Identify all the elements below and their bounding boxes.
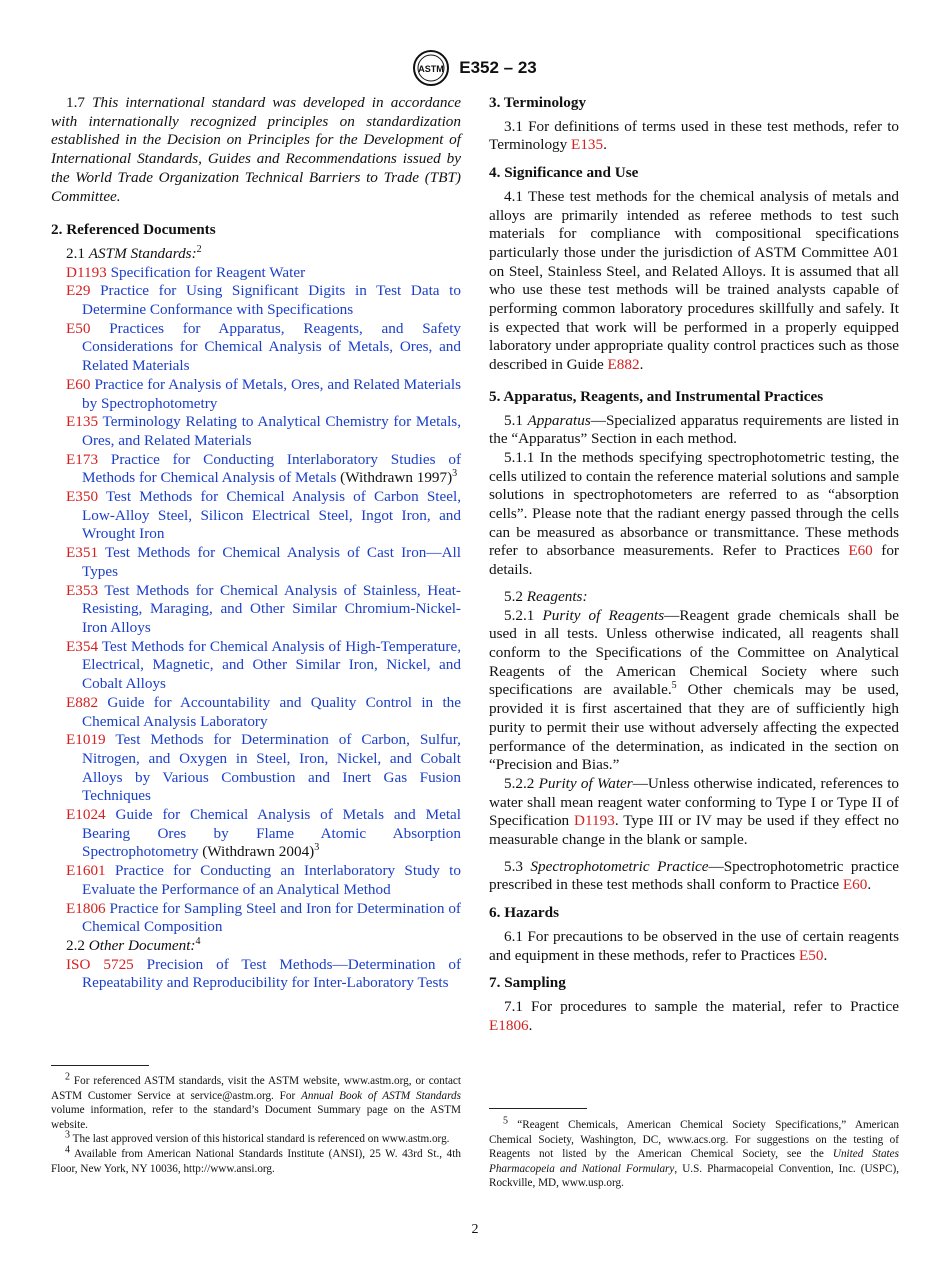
astm-logo-icon <box>413 50 449 86</box>
section-heading-6: 6. Hazards <box>489 904 560 922</box>
footnote-4: $^4$ Available from American National Standards Institute (ANSI), 25 W. 43rd St., 4th Floor, New York, NY 10036, http://www.ansi.org. <box>51 1144 461 1175</box>
ref-link-e135[interactable]: E135 <box>571 136 604 154</box>
footnote-divider-right <box>489 1108 587 1109</box>
reference-title-link[interactable]: Test Methods for Chemical Analysis of Stainless, Heat-Resisting, Maraging, and Other Similar Chromium-Nickel-Iron Alloys <box>82 581 461 636</box>
left-footnotes <box>51 1071 461 1176</box>
reference-code-link[interactable]: E29 <box>66 282 91 300</box>
ref-link-e60-2[interactable]: E60 <box>842 876 868 894</box>
reference-entry <box>51 451 461 488</box>
reference-title-link[interactable]: Precision of Test Methods—Determination of Repeatability and Reproducibility for Inter-Laboratory Tests <box>82 955 461 992</box>
reference-code-link[interactable]: ISO 5725 <box>66 955 134 973</box>
ref-link-e882[interactable]: E882 <box>607 356 640 374</box>
page-number: 2 <box>471 1222 479 1237</box>
reference-entry <box>51 413 461 450</box>
reference-title-link[interactable]: Terminology Relating to Analytical Chemistry for Metals, Ores, and Related Materials <box>82 413 461 449</box>
reference-code-link[interactable]: E351 <box>66 544 99 562</box>
reference-code-link[interactable]: E354 <box>66 637 99 655</box>
reference-title-link[interactable]: Practice for Using Significant Digits in Test Data to Determine Conformance with Specifications <box>82 282 461 319</box>
para-4-1: 4.1 These test methods for the chemical analysis of metals and alloys are primarily intended as referee methods to test such materials for compliance with compositional specifications particularly those under the jurisdiction of ASTM Committee A01 on Steel, Stainless Steel, and Related Alloys. It is assumed that all who use these test methods will be trained analysts capable of performing common laboratory procedures skillfully and safely. It is expected that work will be performed in a properly equipped laboratory under appropriate quality control practices such as those described in Guide E882. <box>489 187 900 374</box>
left-column <box>51 94 461 993</box>
right-column <box>489 94 899 1035</box>
reference-code-link[interactable]: E1019 <box>66 731 106 749</box>
reference-title-link[interactable]: Practice for Conducting an Interlaboratory Study to Evaluate the Performance of an Analytical Method <box>82 862 461 898</box>
reference-title-link[interactable]: Practice for Sampling Steel and Iron for Determination of Chemical Composition <box>82 899 461 936</box>
reference-code-link[interactable]: E135 <box>66 413 99 431</box>
section-heading-3: 3. Terminology <box>489 94 587 111</box>
reference-title-link[interactable]: Guide for Accountability and Quality Control in the Chemical Analysis Laboratory <box>82 693 461 730</box>
reference-code-link[interactable]: E882 <box>66 693 99 711</box>
reference-title-link[interactable]: Test Methods for Chemical Analysis of High-Temperature, Electrical, Magnetic, and Other Similar Iron, Nickel, and Cobalt Alloys <box>82 637 461 693</box>
reference-title-link[interactable]: Specification for Reagent Water <box>110 263 306 281</box>
para-5-1-1: 5.1.1 In the methods specifying spectrophotometric testing, the cells utilized to contain the reference material solutions and sample solutions in spectrophotometers are referred to as “absorption cells”. Please note that the radiant energy passed through the cells can be measured as absorbance or transmittance. These methods refer to absorbance measurements. Refer to Practices E60 for details. <box>489 448 899 579</box>
para-5-2: 5.2 Reagents: <box>504 587 588 605</box>
reference-entry <box>51 731 461 806</box>
section-heading-4: 4. Significance and Use <box>489 164 639 182</box>
reference-entry <box>51 900 461 937</box>
ref-link-e1806[interactable]: E1806 <box>489 1016 529 1034</box>
footnote-3: $^3$ The last approved version of this historical standard is referenced on www.astm.org. <box>65 1129 450 1146</box>
reference-code-link[interactable]: E1601 <box>66 862 106 880</box>
reference-title-link[interactable]: Practices for Apparatus, Reagents, and Safety Considerations for Chemical Analysis of Metals, Ores, and Related Materials <box>82 319 462 375</box>
reference-title-link[interactable]: Guide for Chemical Analysis of Metals and Metal Bearing Ores by Flame Atomic Absorption Spectrophotometry <box>82 806 462 861</box>
svg-text:ASTM: ASTM <box>418 64 444 74</box>
para-6-1: 6.1 For precautions to be observed in the use of certain reagents and equipment in these methods, refer to Practices E50. <box>489 927 899 964</box>
reference-entry <box>51 638 461 694</box>
footnote-2: $^2$ For referenced ASTM standards, visit the ASTM website, www.astm.org, or contact ASTM Customer Service at service@astm.org. For Annual Book of ASTM Standards volume information, refer to the standard’s Document Summary page on the ASTM website. <box>51 1071 461 1131</box>
para-2-2: 2.2 Other Document:$^4$ <box>66 935 201 954</box>
section-heading-2: 2. Referenced Documents <box>51 221 216 239</box>
reference-title-link[interactable]: Test Methods for Determination of Carbon, Sulfur, Nitrogen, and Oxygen in Steel, Iron, Nickel, and Cobalt Alloys by Various Combustion and Inert Gas Fusion Techniques <box>82 731 461 805</box>
reference-title-link[interactable]: Practice for Analysis of Metals, Ores, and Related Materials by Spectrophotometry <box>82 375 462 412</box>
reference-entry <box>51 806 461 862</box>
reference-entry <box>51 544 461 581</box>
reference-entry <box>51 582 461 638</box>
reference-code-link[interactable]: E353 <box>66 581 99 599</box>
reference-code-link[interactable]: E173 <box>66 450 99 468</box>
para-1-7: 1.7 This international standard was developed in accordance with internationally recognized principles on standardization established in the Decision on Principles for the Development of International Standards, Guides and Recommendations issued by the World Trade Organization Technical Barriers to Trade (TBT) Committee. <box>51 94 462 205</box>
reference-list <box>51 264 461 937</box>
para-5-2-2: 5.2.2 Purity of Water—Unless otherwise indicated, references to water shall mean reagent water conforming to Type I or Type II of Specification D1193. Type III or IV may be used if they effect no measurable change in the blank or sample. <box>489 774 900 849</box>
reference-title-link[interactable]: Test Methods for Chemical Analysis of Cast Iron—All Types <box>82 544 461 580</box>
reference-entry <box>51 488 461 544</box>
para-2-1: 2.1 ASTM Standards:$^2$ <box>66 243 202 262</box>
reference-title-link[interactable]: Practice for Conducting Interlaboratory Studies of Methods for Chemical Analysis of Metals <box>82 450 462 487</box>
ref-link-e60[interactable]: E60 <box>848 542 873 560</box>
reference-entry <box>51 320 461 376</box>
designation: E352 – 23 <box>459 58 537 77</box>
reference-code-link[interactable]: E50 <box>66 319 91 337</box>
right-footnotes <box>489 1115 900 1191</box>
ref-link-d1193[interactable]: D1193 <box>574 812 615 830</box>
para-5-1: 5.1 Apparatus—Specialized apparatus requirements are listed in the “Apparatus” Section in each method. <box>489 411 899 448</box>
reference-code-link[interactable]: E1806 <box>66 899 106 917</box>
reference-entry <box>51 264 461 283</box>
footnote-5: $^5$ “Reagent Chemicals, American Chemical Society Specifications,” American Chemical Society, Washington, DC, www.acs.org. For suggestions on the testing of Reagents not listed by the American Chemical Society, see the United States Pharmacopeia and National Formulary, U.S. Pharmacopeial Convention, Inc. (USPC), Rockville, MD, www.usp.org. <box>489 1115 900 1190</box>
reference-note: (Withdrawn 1997) <box>340 469 453 487</box>
section-heading-5: 5. Apparatus, Reagents, and Instrumental Practices <box>489 387 824 405</box>
footnote-marker: 3 <box>452 468 458 480</box>
ref-link-e50[interactable]: E50 <box>798 946 824 964</box>
para-3-1: 3.1 For definitions of terms used in these test methods, refer to Terminology E135. <box>489 117 900 154</box>
page-header <box>0 50 950 86</box>
para-7-1: 7.1 For procedures to sample the material, refer to Practice E1806. <box>489 997 899 1034</box>
reference-code-link[interactable]: D1193 <box>66 263 107 281</box>
reference-entry <box>51 956 461 993</box>
reference-entry <box>51 376 461 413</box>
footnote-divider <box>51 1065 149 1066</box>
footnote-marker: 3 <box>314 842 320 854</box>
section-heading-7: 7. Sampling <box>489 974 566 992</box>
reference-code-link[interactable]: E350 <box>66 488 99 506</box>
other-reference-list <box>51 956 461 993</box>
reference-code-link[interactable]: E60 <box>66 375 91 393</box>
para-5-3: 5.3 Spectrophotometric Practice—Spectrophotometric practice prescribed in these test methods shall conform to Practice E60. <box>489 857 899 894</box>
reference-code-link[interactable]: E1024 <box>66 806 106 824</box>
reference-note: (Withdrawn 2004) <box>202 843 315 861</box>
para-5-2-1: 5.2.1 Purity of Reagents—Reagent grade chemicals shall be used in all tests. Unless otherwise indicated, all reagents shall conform to the Specifications of the Committee on Analytical Reagents of the American Chemical Society where such specifications are available.$^5$ Other chemicals may be used, provided it is first ascertained that they are of sufficiently high purity to permit their use without adversely affecting the expected performance of the determination, as indicated in the section on “Precision and Bias.” <box>489 606 900 774</box>
reference-entry <box>51 694 461 731</box>
reference-entry <box>51 862 461 899</box>
reference-entry <box>51 282 461 319</box>
reference-title-link[interactable]: Test Methods for Chemical Analysis of Carbon Steel, Low-Alloy Steel, Silicon Electrical Steel, Ingot Iron, and Wrought Iron <box>82 488 461 543</box>
